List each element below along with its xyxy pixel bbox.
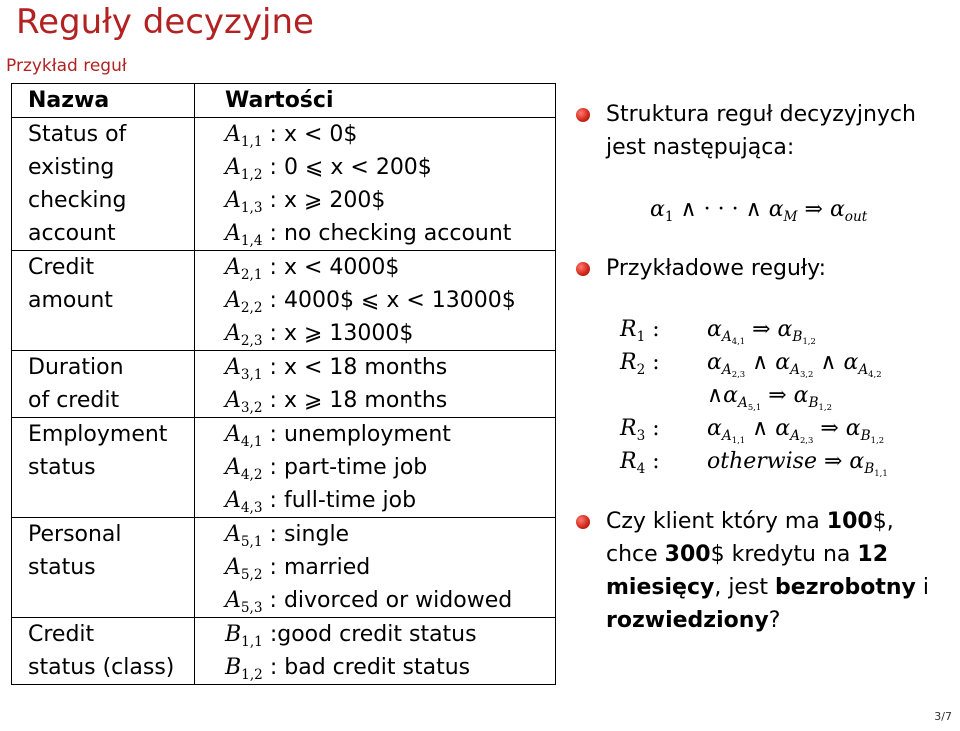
attribute-value — [225, 418, 545, 451]
attribute-value — [225, 251, 545, 284]
bullet-question — [572, 505, 942, 637]
attribute-name-cell — [12, 618, 195, 685]
value-symbol: A — [225, 388, 241, 413]
value-subscript: 5,2 — [240, 566, 263, 583]
attribute-name-cell — [12, 251, 195, 351]
attribute-value — [225, 184, 545, 217]
attribute-name-line: status — [28, 455, 96, 480]
value-symbol: A — [225, 321, 241, 346]
attribute-name-cell — [12, 418, 195, 518]
value-symbol: A — [225, 288, 241, 313]
value-subscript: 1,2 — [240, 166, 263, 183]
table-row — [12, 618, 556, 685]
value-subscript: 4,3 — [240, 499, 263, 516]
rule-r4: $R_4$ : otherwise ⇒ $\alpha_{B_{1,1}}$ — [620, 449, 888, 478]
value-subscript: 5,3 — [240, 599, 263, 616]
value-condition: : x < 0$ — [262, 122, 358, 147]
value-condition: : 0 ⩽ x < 200$ — [262, 155, 432, 180]
value-condition: : x < 18 months — [262, 355, 448, 380]
attribute-name-line: status (class) — [28, 655, 175, 680]
formula-sub-m: M — [783, 208, 798, 225]
value-subscript: 1,2 — [241, 666, 263, 683]
value-condition: : full-time job — [262, 488, 417, 513]
rule-r3: $R_3$ : $\alpha_{A_{1,1}}$ ∧ $\alpha_{A_{2,3}}$ ⇒ $\alpha_{B_{1,2}}$ — [620, 416, 885, 445]
attribute-name-line: Credit — [28, 622, 95, 647]
value-subscript: 2,1 — [240, 266, 263, 283]
attribute-value — [225, 118, 545, 151]
slide-title: Reguły decyzyjne — [16, 2, 314, 42]
right-column-3 — [572, 505, 942, 637]
value-condition: :good credit status — [262, 622, 477, 647]
right-column-2 — [572, 252, 957, 285]
value-subscript: 3,1 — [240, 366, 263, 383]
attribute-value — [225, 651, 545, 684]
value-symbol: A — [225, 122, 241, 147]
attribute-name-line: account — [28, 221, 116, 246]
value-condition: : unemployment — [262, 422, 451, 447]
attribute-name-line: Employment — [28, 422, 168, 447]
attribute-name-line: of credit — [28, 388, 120, 413]
value-condition: : x ⩾ 13000$ — [262, 321, 414, 346]
value-symbol: B — [225, 655, 242, 680]
value-condition: : bad credit status — [262, 655, 471, 680]
attribute-name-line: checking — [28, 188, 127, 213]
value-subscript: 4,1 — [240, 433, 263, 450]
value-condition: : married — [262, 555, 371, 580]
header-name: Nazwa — [12, 84, 195, 118]
value-condition: : x ⩾ 18 months — [262, 388, 448, 413]
attribute-value — [225, 584, 545, 617]
value-symbol: A — [225, 355, 241, 380]
rules-table — [11, 83, 556, 685]
rule-r2: $R_2$ : $\alpha_{A_{2,3}}$ ∧ $\alpha_{A_{3,2}}$ ∧ $\alpha_{A_{4,2}}$ — [620, 350, 882, 379]
attribute-value — [225, 351, 545, 384]
value-symbol: A — [225, 255, 241, 280]
value-symbol: A — [225, 555, 241, 580]
attribute-name-line: Duration — [28, 355, 124, 380]
value-condition: : part-time job — [262, 455, 428, 480]
bullet-ball-icon — [576, 262, 590, 276]
example-rules-list — [620, 313, 888, 478]
value-symbol: B — [225, 622, 242, 647]
value-subscript: 1,1 — [240, 133, 263, 150]
attribute-name-cell — [12, 351, 195, 418]
rules-table-body — [12, 118, 556, 685]
value-subscript: 2,2 — [240, 299, 263, 316]
table-row — [12, 251, 556, 351]
attribute-value — [225, 151, 545, 184]
value-condition: : x ⩾ 200$ — [262, 188, 386, 213]
bullet-ball-icon — [576, 515, 590, 529]
page-number: 3/7 — [934, 710, 952, 723]
value-subscript: 3,2 — [240, 399, 263, 416]
value-condition: : x < 4000$ — [262, 255, 400, 280]
rule-r1: $R_1$ : $\alpha_{A_{4,1}}$ ⇒ $\alpha_{B_{1,2}}$ — [620, 317, 816, 346]
bullet-examples-text: Przykładowe reguły: — [606, 256, 826, 281]
rule-r2-cont: $\wedge\alpha_{A_{5,1}}$ ⇒ $\alpha_{B_{1,2}}$ — [707, 383, 832, 412]
table-row — [12, 518, 556, 618]
table-row — [12, 418, 556, 518]
attribute-value — [225, 518, 545, 551]
value-subscript: 1,3 — [240, 199, 263, 216]
table-row — [12, 118, 556, 251]
attribute-value — [225, 284, 545, 317]
value-condition: : 4000$ ⩽ x < 13000$ — [262, 288, 516, 313]
value-symbol: A — [225, 155, 241, 180]
attribute-name-line: existing — [28, 155, 115, 180]
attribute-name-cell — [12, 118, 195, 251]
value-condition: : divorced or widowed — [262, 588, 513, 613]
value-symbol: A — [225, 455, 241, 480]
attribute-name-line: Credit — [28, 255, 95, 280]
attribute-name-line: Personal — [28, 522, 122, 547]
value-subscript: 4,2 — [240, 466, 263, 483]
right-column — [572, 98, 957, 164]
value-subscript: 5,1 — [240, 533, 263, 550]
attribute-value — [225, 384, 545, 417]
slide-subtitle: Przykład reguł — [6, 56, 127, 76]
value-symbol: A — [225, 221, 241, 246]
formula-sub-1: 1 — [664, 208, 674, 225]
attribute-value — [225, 451, 545, 484]
value-subscript: 1,4 — [240, 232, 263, 249]
attribute-name-line: status — [28, 555, 96, 580]
attribute-values-cell — [195, 351, 556, 418]
header-values: Wartości — [195, 84, 556, 118]
bullet-structure — [572, 98, 957, 164]
attribute-name-line: Status of — [28, 122, 127, 147]
attribute-name-cell — [12, 518, 195, 618]
value-symbol: A — [225, 522, 241, 547]
bullet-structure-text: Struktura reguł decyzyjnych jest następująca: — [606, 102, 916, 160]
attribute-value — [225, 551, 545, 584]
bullet-ball-icon — [576, 108, 590, 122]
attribute-values-cell — [195, 418, 556, 518]
question-text: Czy klient który ma 100$, chce 300$ kredytu na 12 miesięcy, jest bezrobotny i rozwiedziony? — [606, 509, 929, 633]
value-symbol: A — [225, 422, 241, 447]
attribute-values-cell — [195, 251, 556, 351]
value-symbol: A — [225, 488, 241, 513]
value-condition: : no checking account — [262, 221, 512, 246]
value-subscript: 1,1 — [241, 633, 263, 650]
attribute-name-line: amount — [28, 288, 113, 313]
attribute-values-cell — [195, 118, 556, 251]
attribute-value — [225, 618, 545, 651]
attribute-value — [225, 317, 545, 350]
attribute-value — [225, 217, 545, 250]
attribute-value — [225, 484, 545, 517]
attribute-values-cell — [195, 518, 556, 618]
formula-sub-out: out — [844, 208, 868, 225]
bullet-examples — [572, 252, 957, 285]
table-row — [12, 351, 556, 418]
value-subscript: 2,3 — [240, 332, 263, 349]
rule-structure-formula: $\alpha_1$ ∧ · · · ∧ $\alpha_M$ ⇒ $\alpha_{out}$ — [650, 197, 868, 225]
value-symbol: A — [225, 588, 241, 613]
attribute-values-cell — [195, 618, 556, 685]
value-condition: : single — [262, 522, 350, 547]
value-symbol: A — [225, 188, 241, 213]
